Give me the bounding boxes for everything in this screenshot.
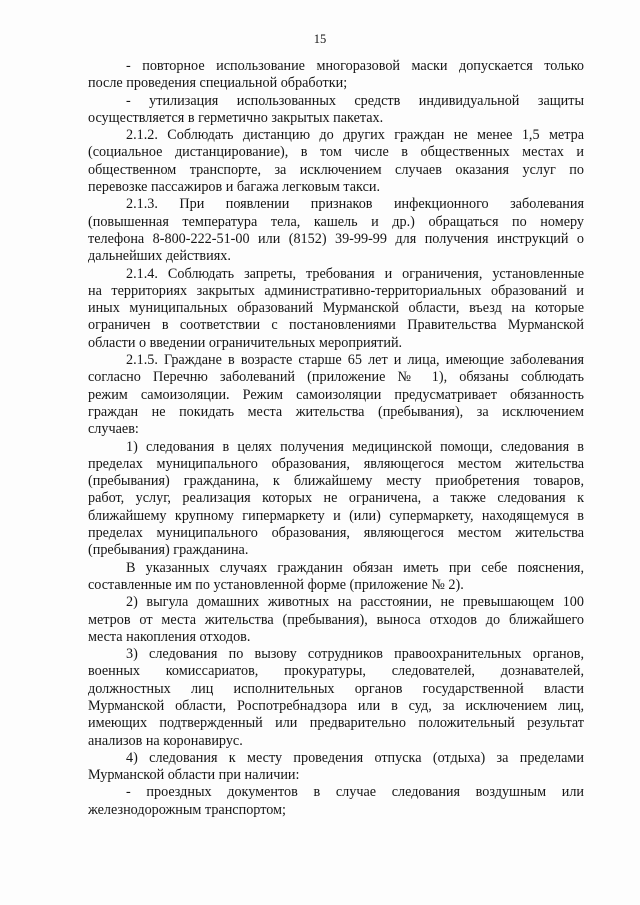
text-line: 4) следования к месту проведения отпуска (отдыха) за пределами	[126, 749, 584, 766]
text-line: осуществляется в герметично закрытых пакетах.	[88, 109, 384, 126]
paragraph	[88, 93, 584, 128]
text-line: 1) следования в целях получения медицинской помощи, следования в	[126, 438, 584, 455]
text-line: (повышенная температура тела, кашель и др.) обращаться по номеру	[88, 213, 584, 230]
text-line: пределах муниципального образования, являющегося местом жительства	[88, 455, 584, 472]
text-line: имеющих подтвержденный или предварительно положительный результат	[88, 715, 584, 732]
text-line: (пребывания) гражданина.	[88, 542, 249, 559]
text-line: 2.1.3. При появлении признаков инфекционного заболевания	[126, 196, 584, 213]
document-body	[88, 58, 584, 819]
paragraph	[88, 439, 584, 560]
text-line: железнодорожным транспортом;	[88, 801, 286, 818]
text-line: В указанных случаях гражданин обязан иметь при себе пояснения,	[126, 559, 584, 576]
text-line: пределах муниципального образования, являющегося местом жительства	[88, 525, 584, 542]
text-line: режим самоизоляции. Режим самоизоляции предусматривает обязанность	[88, 386, 584, 403]
text-line: 2) выгула домашних животных на расстоянии, не превышающем 100	[126, 594, 584, 611]
paragraph	[88, 594, 584, 646]
paragraph	[88, 560, 584, 595]
paragraph	[88, 127, 584, 196]
text-line: на территориях закрытых административно-территориальных образований и	[88, 282, 584, 299]
text-line: иных муниципальных образований Мурманской области, въезд на которые	[88, 300, 584, 317]
text-line: 2.1.5. Граждане в возрасте старше 65 лет и лица, имеющие заболевания	[126, 352, 584, 369]
text-line: - проездных документов в случае следования воздушным или	[126, 784, 584, 801]
text-line: Мурманской области, Роспотребнадзора или в суд, за исключением лиц,	[88, 697, 584, 714]
text-line: Мурманской области при наличии:	[88, 767, 300, 784]
paragraph	[88, 784, 584, 819]
paragraph	[88, 352, 584, 438]
text-line: анализов на коронавирус.	[88, 732, 243, 749]
text-line: дальнейших действиях.	[88, 248, 231, 265]
text-line: ограничен в соответствии с постановлениями Правительства Мурманской	[88, 317, 584, 334]
text-line: места накопления отходов.	[88, 628, 251, 645]
text-line: 2.1.4. Соблюдать запреты, требования и ограничения, установленные	[126, 265, 584, 282]
paragraph	[88, 750, 584, 785]
text-line: случаев:	[88, 421, 139, 438]
text-line: общественном транспорте, за исключением случаев оказания услуг по	[88, 161, 584, 178]
text-line: (социальное дистанцирование), в том числе в общественных местах и	[88, 144, 584, 161]
text-line: ближайшему крупному гипермаркету и (или) супермаркету, находящемуся в	[88, 507, 584, 524]
text-line: (пребывания) гражданина, к ближайшему месту приобретения товаров,	[88, 473, 584, 490]
text-line: после проведения специальной обработки;	[88, 75, 348, 92]
page-number: 15	[313, 32, 327, 46]
paragraph	[88, 196, 584, 265]
text-line: перевозке пассажиров и багажа легковым такси.	[88, 179, 381, 196]
text-line: метров от места жительства (пребывания), выноса отходов до ближайшего	[88, 611, 584, 628]
text-line: работ, услуг, реализация которых не ограничена, а также следования к	[88, 490, 584, 507]
text-line: граждан не покидать места жительства (пребывания), за исключением	[88, 403, 584, 420]
text-line: телефона 8-800-222-51-00 или (8152) 39-99-99 для получения инструкций о	[88, 230, 584, 247]
text-line: должностных лиц исполнительных органов государственной власти	[88, 680, 584, 697]
paragraph	[88, 58, 584, 93]
text-line: 2.1.2. Соблюдать дистанцию до других граждан не менее 1,5 метра	[126, 127, 584, 144]
text-line: 3) следования по вызову сотрудников правоохранительных органов,	[126, 646, 584, 663]
text-line: согласно Перечню заболеваний (приложение № 1), обязаны соблюдать	[88, 369, 584, 386]
text-line: области о введении ограничительных мероприятий.	[88, 334, 403, 351]
paragraph	[88, 266, 584, 352]
paragraph	[88, 646, 584, 750]
text-line: - повторное использование многоразовой маски допускается только	[126, 58, 584, 74]
text-line: - утилизация использованных средств индивидуальной защиты	[126, 92, 584, 109]
text-line: составленные им по установленной форме (приложение № 2).	[88, 576, 464, 593]
text-line: военных комиссариатов, прокуратуры, следователей, дознавателей,	[88, 663, 584, 680]
